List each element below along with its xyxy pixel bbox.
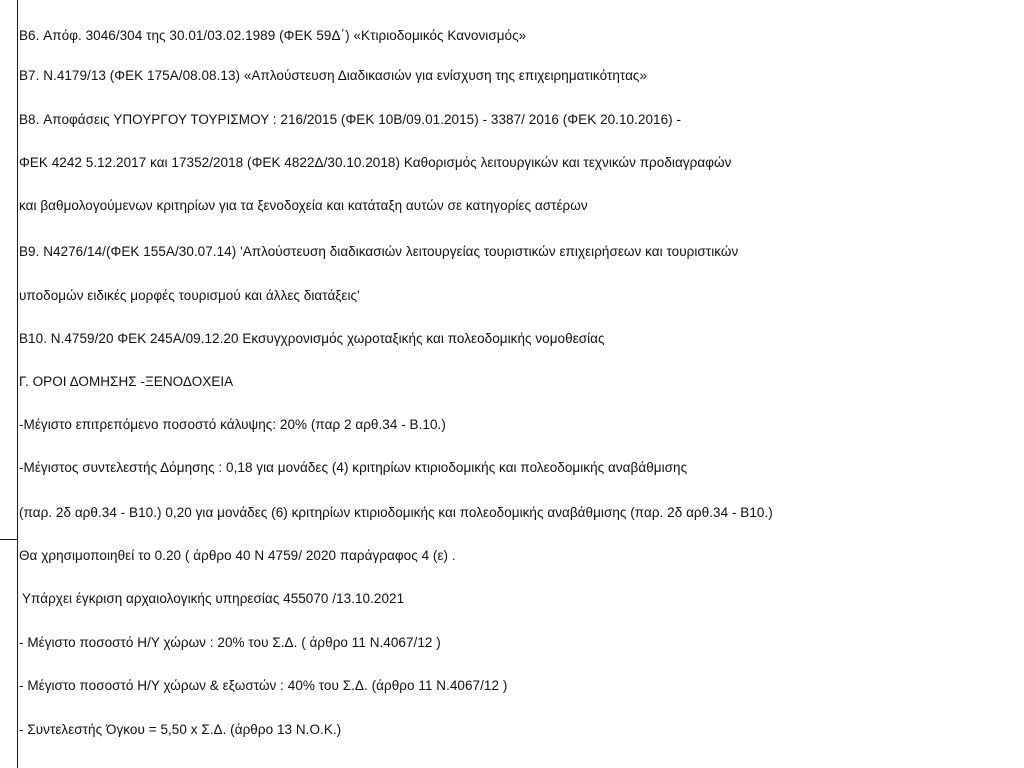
- reference-b9: B9. Ν4276/14/(ΦΕΚ 155Α/30.07.14) 'Απλούστευση διαδικασιών λειτουργείας τουριστικών επιχειρήσεων και τουριστικών: [19, 244, 739, 259]
- reference-b7: B7. Ν.4179/13 (ΦΕΚ 175Α/08.08.13) «Απλούστευση Διαδικασιών για ενίσχυση της επιχειρηματικότητας»: [19, 68, 648, 83]
- cut-off-top-line: [40, 0, 44, 7]
- building-coefficient-item: -Μέγιστος συντελεστής Δόμησης : 0,18 για μονάδες (4) κριτηρίων κτιριοδομικής και πολεοδομικής αναβάθμισης: [19, 460, 688, 475]
- volume-coefficient-item: - Συντελεστής Όγκου = 5,50 x Σ.Δ. (άρθρο 13 Ν.Ο.Κ.): [19, 722, 342, 737]
- coefficient-used-note: Θα χρησιμοποιηθεί το 0.20 ( άρθρο 40 Ν 4759/ 2020 παράγραφος 4 (ε) .: [19, 548, 456, 563]
- margin-tick-mark: [0, 539, 18, 540]
- reference-b8: B8. Αποφάσεις ΥΠΟΥΡΓΟΥ ΤΟΥΡΙΣΜΟΥ : 216/2015 (ΦΕΚ 10Β/09.01.2015) - 3387/ 2016 (ΦΕΚ 20.10.2016) -: [19, 112, 682, 127]
- building-coefficient-continuation: (παρ. 2δ αρθ.34 - Β10.) 0,20 για μονάδες (6) κριτηρίων κτιριοδομικής και πολεοδομικής αναβάθμισης (παρ. 2δ αρθ.34 - Β10.): [19, 505, 773, 520]
- archaeology-approval-note: Υπάρχει έγκριση αρχαιολογικής υπηρεσίας 455070 /13.10.2021: [22, 591, 405, 606]
- left-margin-rule: [17, 0, 18, 768]
- reference-b9-continuation: υποδομών ειδικές μορφές τουρισμού και άλλες διατάξεις': [19, 288, 360, 303]
- reference-b8-continuation-1: ΦΕΚ 4242 5.12.2017 και 17352/2018 (ΦΕΚ 4822Δ/30.10.2018) Καθορισμός λειτουργικών και τεχνικών προδιαγραφών: [19, 155, 732, 170]
- reference-b10: B10. Ν.4759/20 ΦΕΚ 245Α/09.12.20 Εκσυγχρονισμός χωροταξικής και πολεοδομικής νομοθεσίας: [19, 331, 605, 346]
- max-coverage-item: -Μέγιστο επιτρεπόμενο ποσοστό κάλυψης: 20% (παρ 2 αρθ.34 - Β.10.): [19, 417, 446, 432]
- reference-b6: B6. Απόφ. 3046/304 της 30.01/03.02.1989 (ΦΕΚ 59Δ΄) «Κτιριοδομικός Κανονισμός»: [19, 28, 527, 43]
- cut-off-bottom-line: [33, 761, 37, 768]
- max-semi-open-spaces-item: - Μέγιστο ποσοστό Η/Υ χώρων : 20% του Σ.Δ. ( άρθρο 11 Ν.4067/12 ): [19, 635, 441, 650]
- reference-b8-continuation-2: και βαθμολογούμενων κριτηρίων για τα ξενοδοχεία και κατάταξη αυτών σε κατηγορίες αστέρων: [19, 198, 588, 213]
- max-semi-open-and-balconies-item: - Μέγιστο ποσοστό Η/Υ χώρων & εξωστών : 40% του Σ.Δ. (άρθρο 11 Ν.4067/12 ): [19, 678, 508, 693]
- section-heading-building-terms: Γ. ΟΡΟΙ ΔΟΜΗΣΗΣ -ΞΕΝΟΔΟΧΕΙΑ: [19, 374, 234, 389]
